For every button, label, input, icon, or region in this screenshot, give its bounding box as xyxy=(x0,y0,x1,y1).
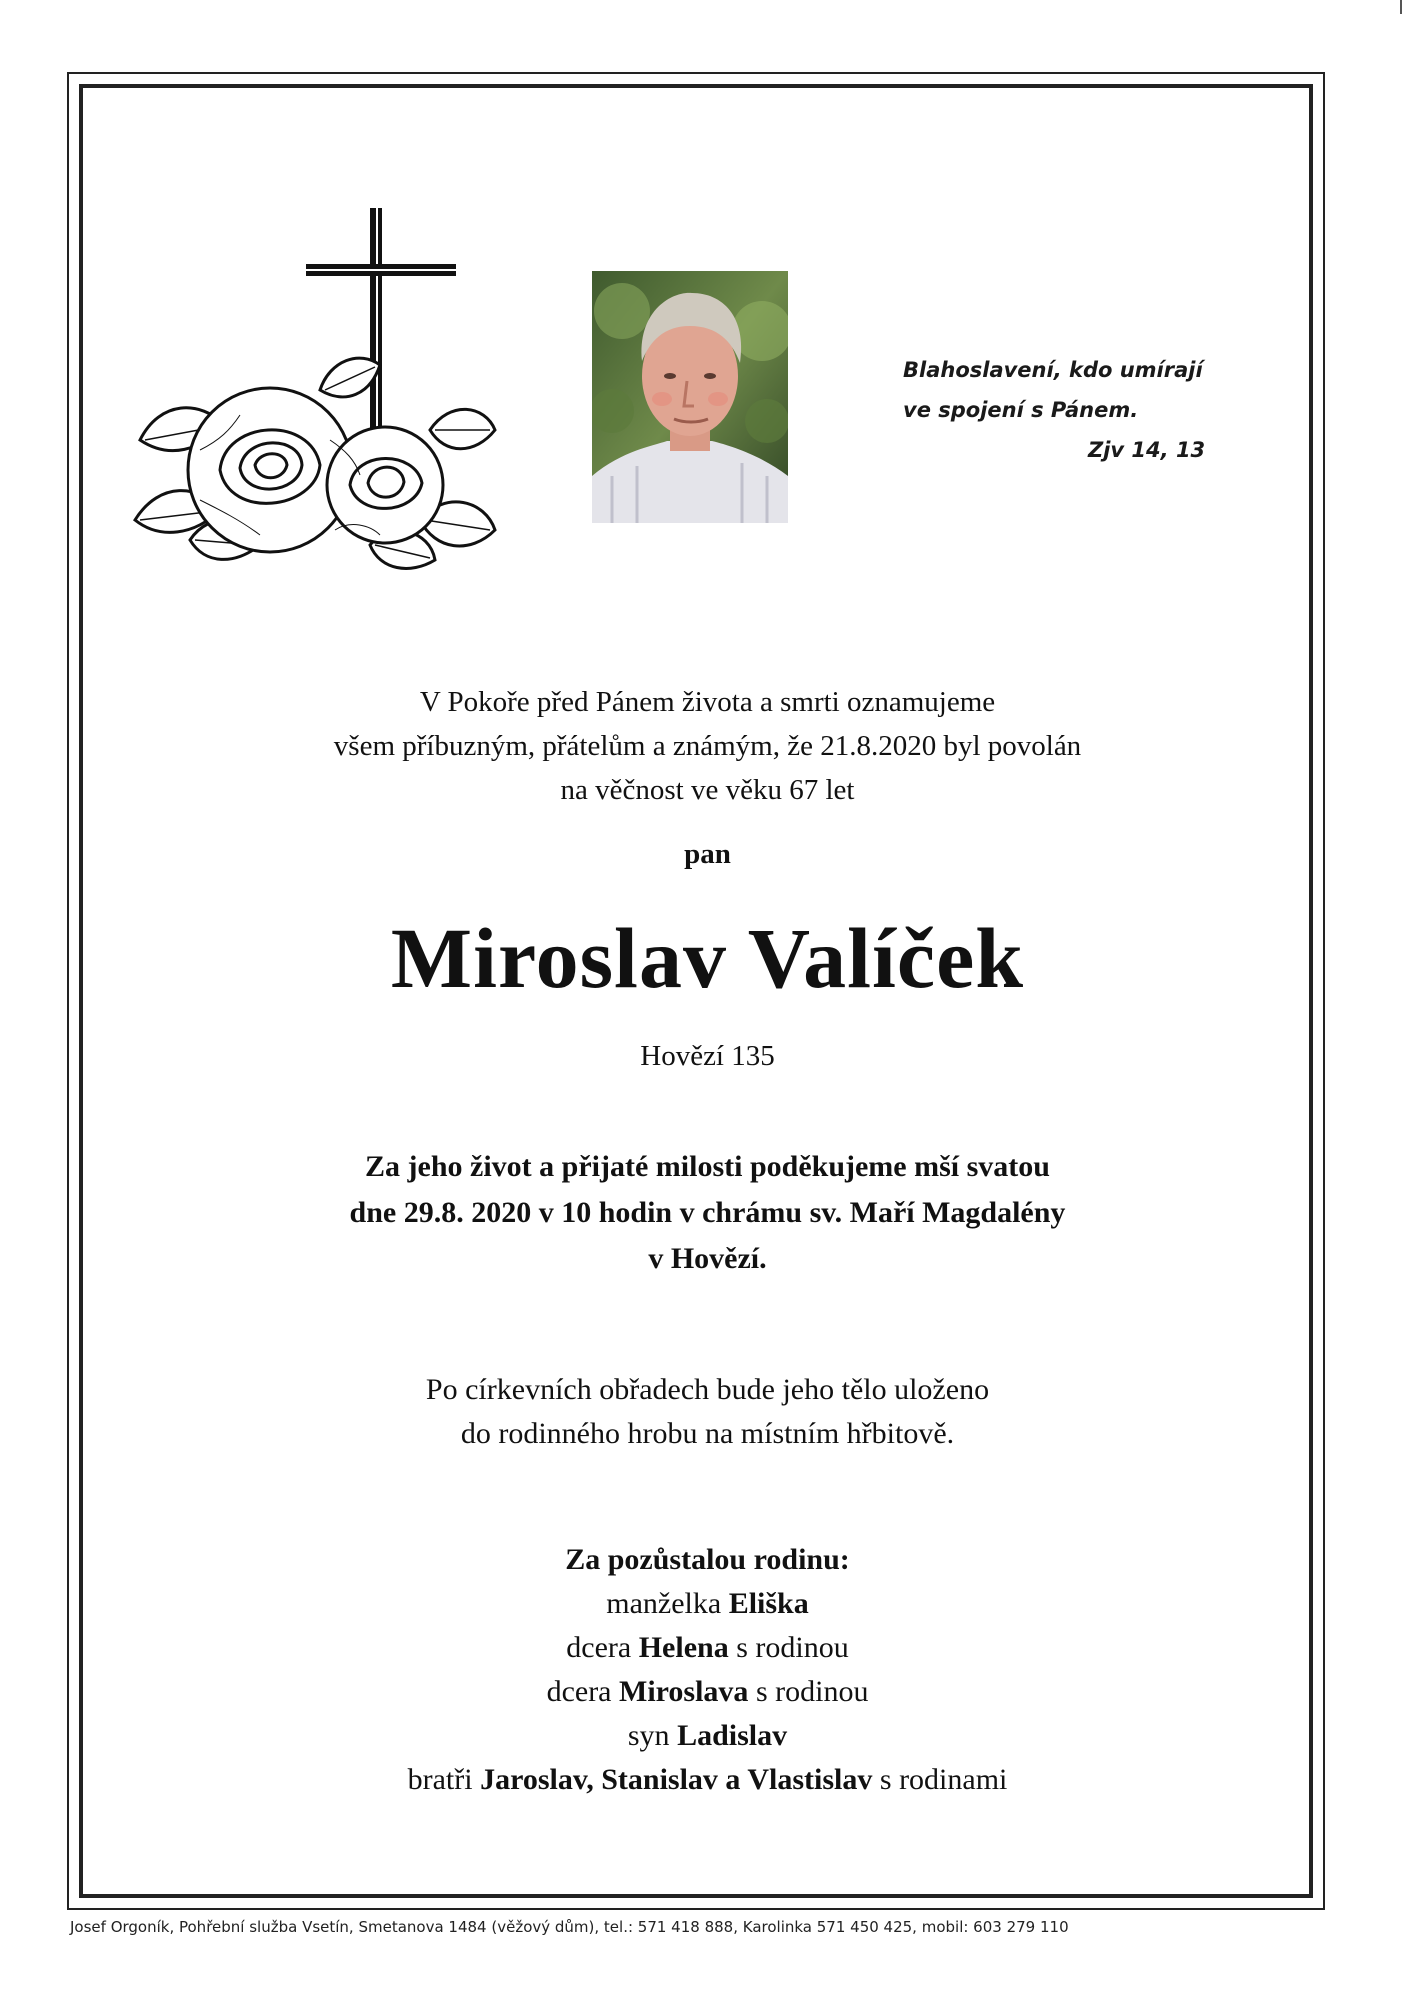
deceased-name: Miroslav Valíček xyxy=(390,910,1025,1006)
burial-line-1: Po církevních obřadech bude jeho tělo uloženo xyxy=(425,1373,990,1406)
family-member-daughter-1 xyxy=(0,1626,1415,1670)
deceased-address: Hovězí 135 xyxy=(640,1040,775,1072)
burial-info xyxy=(0,1368,1415,1456)
quote-line-1: Blahoslavení, kdo umírají xyxy=(903,358,1203,382)
announcement-text xyxy=(0,680,1415,812)
mass-info xyxy=(0,1144,1415,1282)
family-member-brothers xyxy=(0,1758,1415,1802)
relation: bratři xyxy=(407,1763,473,1796)
member-name: Jaroslav, Stanislav a Vlastislav xyxy=(480,1763,873,1796)
quote-line-2: ve spojení s Pánem. xyxy=(903,398,1139,422)
mass-line-3: v Hovězí. xyxy=(648,1242,767,1275)
suffix: s rodinou xyxy=(755,1675,869,1708)
family-member-daughter-2 xyxy=(0,1670,1415,1714)
member-name: Miroslava xyxy=(619,1675,749,1708)
quote-reference: Zjv 14, 13 xyxy=(1088,438,1206,462)
portrait-photo xyxy=(592,271,788,523)
family-member-son xyxy=(0,1714,1415,1758)
member-name: Eliška xyxy=(728,1587,809,1620)
suffix: s rodinou xyxy=(736,1631,849,1664)
honorific: pan xyxy=(684,838,731,870)
funeral-service-footer: Josef Orgoník, Pohřební služba Vsetín, Smetanova 1484 (věžový dům), tel.: 571 418 888, Karolinka 571 450 425, mobil: 603 279 110 xyxy=(70,1918,1069,1936)
relation: manželka xyxy=(606,1587,722,1620)
family-member-wife xyxy=(0,1582,1415,1626)
member-name: Helena xyxy=(638,1631,729,1664)
scan-mark xyxy=(1400,0,1402,14)
member-name: Ladislav xyxy=(677,1719,788,1752)
suffix: s rodinami xyxy=(879,1763,1008,1796)
relation: dcera xyxy=(566,1631,632,1664)
family-heading: Za pozůstalou rodinu: xyxy=(565,1543,850,1576)
mass-line-2: dne 29.8. 2020 v 10 hodin v chrámu sv. Maří Magdalény xyxy=(349,1196,1066,1229)
relation: dcera xyxy=(546,1675,612,1708)
family-list xyxy=(0,1538,1415,1802)
mass-line-1: Za jeho život a přijaté milosti poděkujeme mší svatou xyxy=(365,1150,1050,1183)
bible-quote xyxy=(903,350,1233,470)
cross-with-roses-icon xyxy=(130,200,500,580)
announcement-line-1: V Pokoře před Pánem života a smrti oznamujeme xyxy=(419,686,996,718)
announcement-line-2: všem příbuzným, přátelům a známým, že 21.8.2020 byl povolán xyxy=(333,730,1082,762)
announcement-line-3: na věčnost ve věku 67 let xyxy=(560,774,855,806)
relation: syn xyxy=(627,1719,670,1752)
burial-line-2: do rodinného hrobu na místním hřbitově. xyxy=(460,1417,955,1450)
